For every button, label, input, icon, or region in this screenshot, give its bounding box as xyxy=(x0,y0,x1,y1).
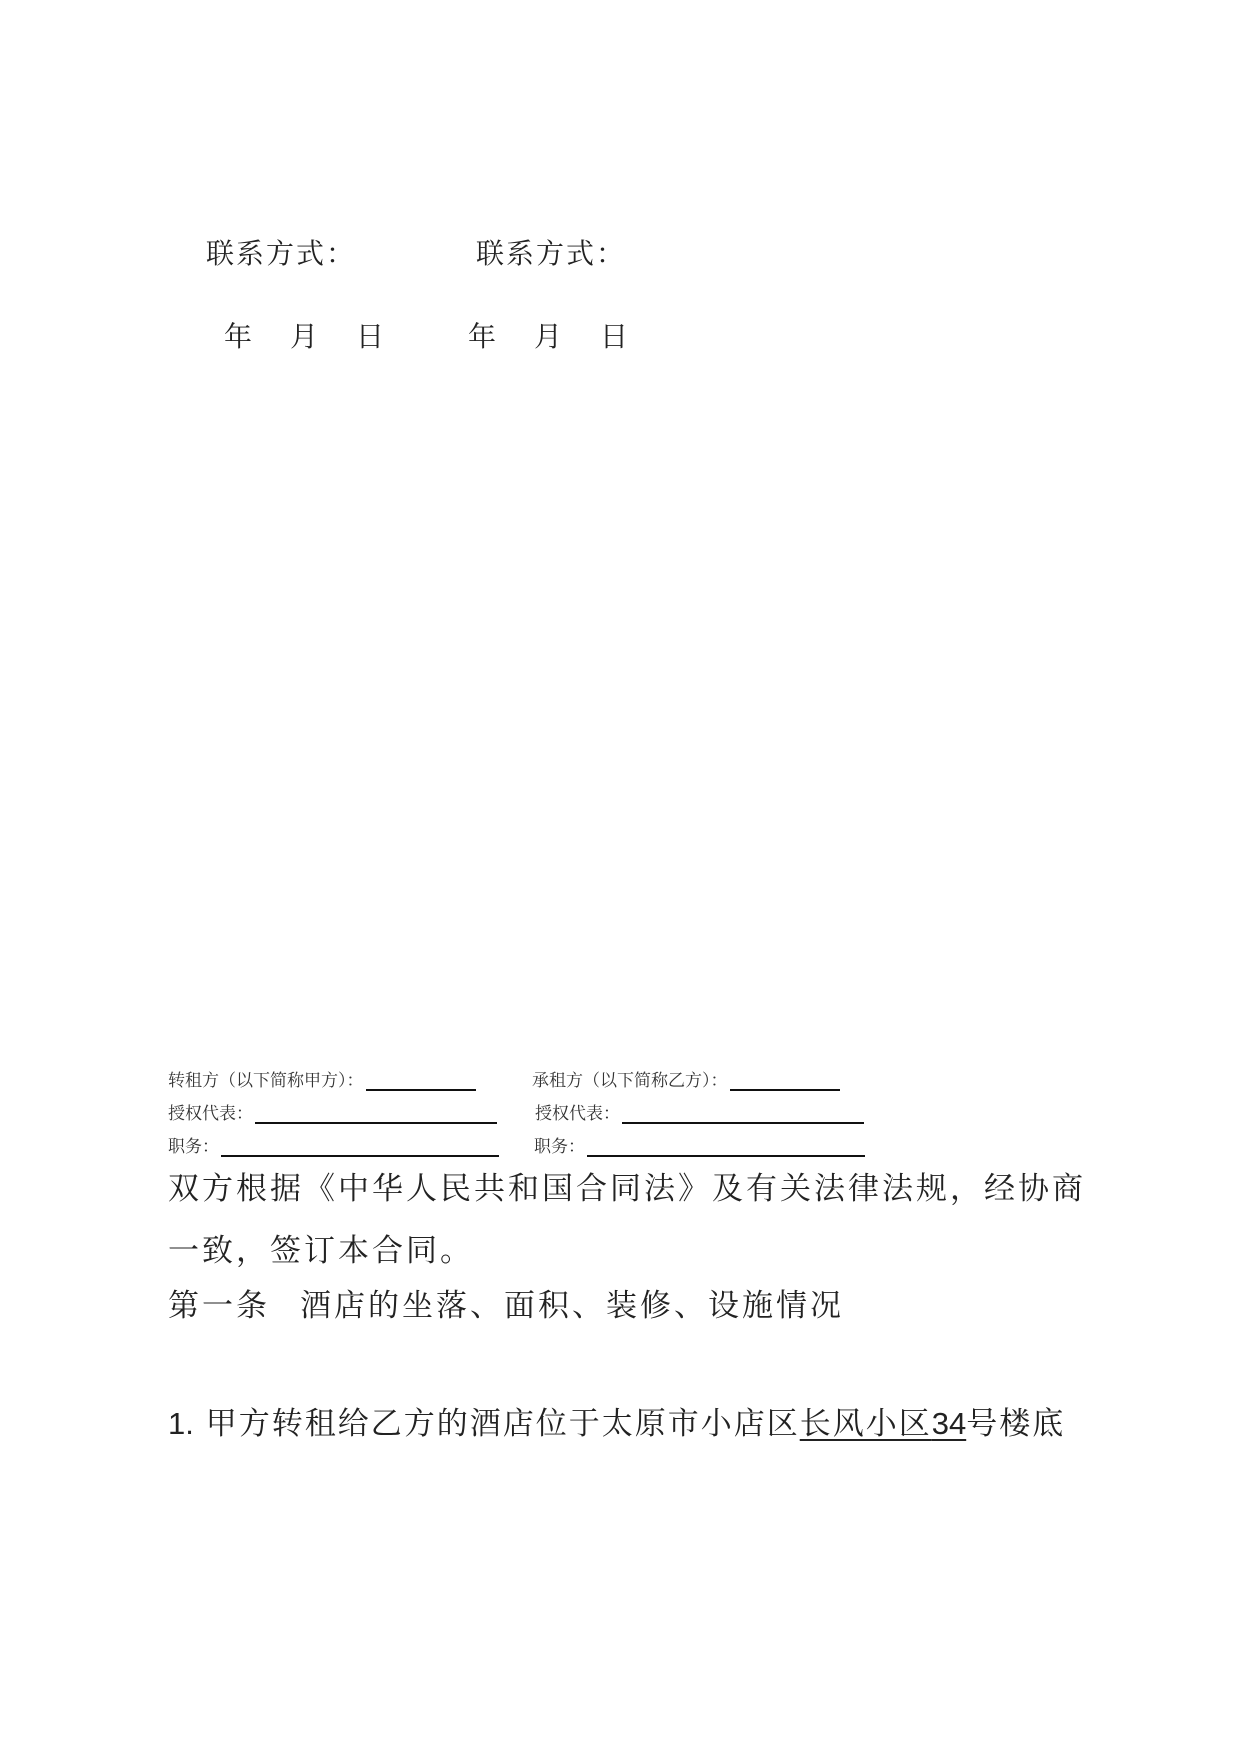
article-1-label: 第一条 xyxy=(168,1288,270,1324)
title-b-field xyxy=(534,1132,865,1157)
title-a-blank[interactable] xyxy=(221,1137,499,1157)
item-1-text: 甲方转租给乙方的酒店位于太原市小店区 xyxy=(205,1406,800,1442)
title-a-label: 职务： xyxy=(168,1137,219,1157)
lessor-label: 转租方（以下简称甲方）： xyxy=(168,1071,364,1091)
party-b-contact-label: 联系方式： xyxy=(476,237,627,270)
lessee-field xyxy=(532,1066,840,1091)
party-b-month: 月 xyxy=(534,320,563,353)
title-b-blank[interactable] xyxy=(587,1137,865,1157)
party-a-day: 日 xyxy=(356,320,385,353)
party-a-month: 月 xyxy=(290,320,319,353)
rep-b-blank[interactable] xyxy=(622,1104,864,1124)
lessor-blank[interactable] xyxy=(366,1071,476,1091)
party-a-date xyxy=(224,315,384,355)
item-1-number: 1. xyxy=(168,1406,194,1441)
rep-b-label: 授权代表： xyxy=(535,1104,620,1124)
intro-line-2: 一致，签订本合同。 xyxy=(168,1233,474,1269)
article-1-heading xyxy=(168,1280,844,1325)
title-a-field xyxy=(168,1132,499,1157)
party-a-contact-label: 联系方式： xyxy=(206,237,357,270)
rep-a-blank[interactable] xyxy=(255,1104,497,1124)
rep-a-label: 授权代表： xyxy=(168,1104,253,1124)
article-1-title: 酒店的坐落、面积、装修、设施情况 xyxy=(300,1288,844,1324)
intro-line-1: 双方根据《中华人民共和国合同法》及有关法律法规，经协商 xyxy=(168,1171,1086,1207)
item-1-building-number: 34 xyxy=(931,1406,967,1441)
party-b-date xyxy=(468,315,628,355)
lessee-label: 承租方（以下简称乙方）： xyxy=(532,1071,728,1091)
item-1-tail: 号楼底 xyxy=(966,1406,1066,1442)
party-b-year: 年 xyxy=(468,320,497,353)
title-b-label: 职务： xyxy=(534,1137,585,1157)
rep-a-field xyxy=(168,1099,497,1124)
lessee-blank[interactable] xyxy=(730,1071,840,1091)
lessor-field xyxy=(168,1066,476,1091)
party-b-day: 日 xyxy=(600,320,629,353)
article-1-item-1 xyxy=(168,1398,1065,1443)
rep-b-field xyxy=(535,1099,864,1124)
item-1-location: 长风小区 xyxy=(799,1406,932,1442)
party-a-year: 年 xyxy=(224,320,253,353)
